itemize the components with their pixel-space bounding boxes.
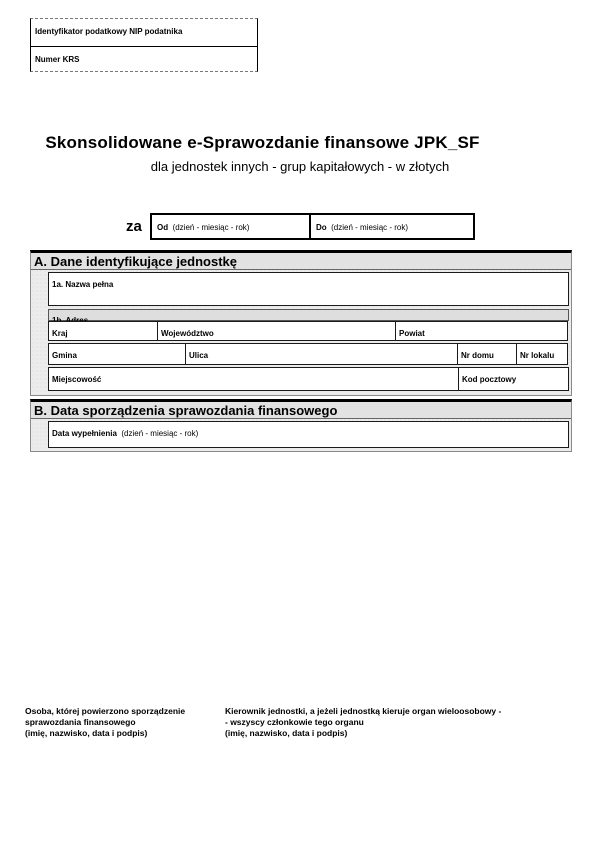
signature-caption-line: Osoba, której powierzono sporządzenie (25, 706, 186, 716)
nazwa-pelna-field[interactable] (48, 272, 569, 306)
taxpayer-id-box (30, 18, 258, 72)
form-subtitle: dla jednostek innych - grup kapitałowych - w złotych (150, 159, 450, 174)
ulica-field[interactable] (185, 343, 458, 365)
signature-caption-manager (225, 706, 585, 739)
period-od-hint: (dzień - miesiąc - rok) (172, 223, 250, 232)
section-b-title: B. Data sporządzenia sprawozdania finansowego (31, 402, 571, 419)
period-do-hint: (dzień - miesiąc - rok) (331, 223, 409, 232)
data-wypelnienia-label: Data wypełnienia (52, 429, 117, 438)
section-a-title: A. Dane identyfikujące jednostkę (31, 253, 571, 270)
signature-caption-line: (imię, nazwisko, data i podpis) (25, 728, 148, 738)
nr-lokalu-label: Nr lokalu (520, 351, 555, 360)
wojewodztwo-label: Województwo (161, 329, 214, 338)
address-row-1 (48, 321, 569, 341)
krs-field[interactable] (31, 47, 257, 71)
period-od-label: Od (157, 223, 169, 232)
wojewodztwo-field[interactable] (157, 321, 396, 341)
signature-caption-line: Kierownik jednostki, a jeżeli jednostką kieruje organ wieloosobowy - (225, 706, 502, 716)
data-wypelnienia-field[interactable] (48, 421, 569, 448)
period-do-label: Do (316, 223, 327, 232)
section-a (30, 250, 572, 396)
form-title: Skonsolidowane e-Sprawozdanie finansowe JPK_SF (45, 133, 480, 152)
nr-domu-label: Nr domu (461, 351, 494, 360)
nip-label: Identyfikator podatkowy NIP podatnika (35, 27, 183, 36)
section-a-body (48, 272, 569, 391)
powiat-field[interactable] (395, 321, 568, 341)
signature-caption-line: sprawozdania finansowego (25, 717, 136, 727)
period-za-label: za (126, 218, 142, 235)
nr-domu-field[interactable] (457, 343, 517, 365)
nip-field[interactable] (31, 19, 257, 47)
address-row-3 (48, 367, 569, 391)
miejscowosc-label: Miejscowość (52, 375, 102, 384)
adres-subheader (48, 309, 569, 321)
ulica-label: Ulica (189, 351, 209, 360)
kraj-field[interactable] (48, 321, 158, 341)
section-b-body (48, 421, 569, 448)
signature-caption-preparer (25, 706, 220, 739)
kod-pocztowy-field[interactable] (458, 367, 569, 391)
powiat-label: Powiat (399, 329, 425, 338)
nr-lokalu-field[interactable] (516, 343, 568, 365)
miejscowosc-field[interactable] (48, 367, 459, 391)
section-b (30, 399, 572, 452)
period-do-field[interactable] (311, 215, 473, 238)
nazwa-pelna-label: 1a. Nazwa pełna (52, 280, 114, 289)
gmina-field[interactable] (48, 343, 186, 365)
kraj-label: Kraj (52, 329, 68, 338)
signature-caption-line: - wszyscy członkowie tego organu (225, 717, 364, 727)
period-od-field[interactable] (152, 215, 311, 238)
signature-caption-line: (imię, nazwisko, data i podpis) (225, 728, 348, 738)
data-wypelnienia-hint: (dzień - miesiąc - rok) (121, 429, 199, 438)
period-box (150, 213, 475, 240)
krs-label: Numer KRS (35, 55, 80, 64)
gmina-label: Gmina (52, 351, 77, 360)
kod-pocztowy-label: Kod pocztowy (462, 375, 517, 384)
address-row-2 (48, 343, 569, 365)
